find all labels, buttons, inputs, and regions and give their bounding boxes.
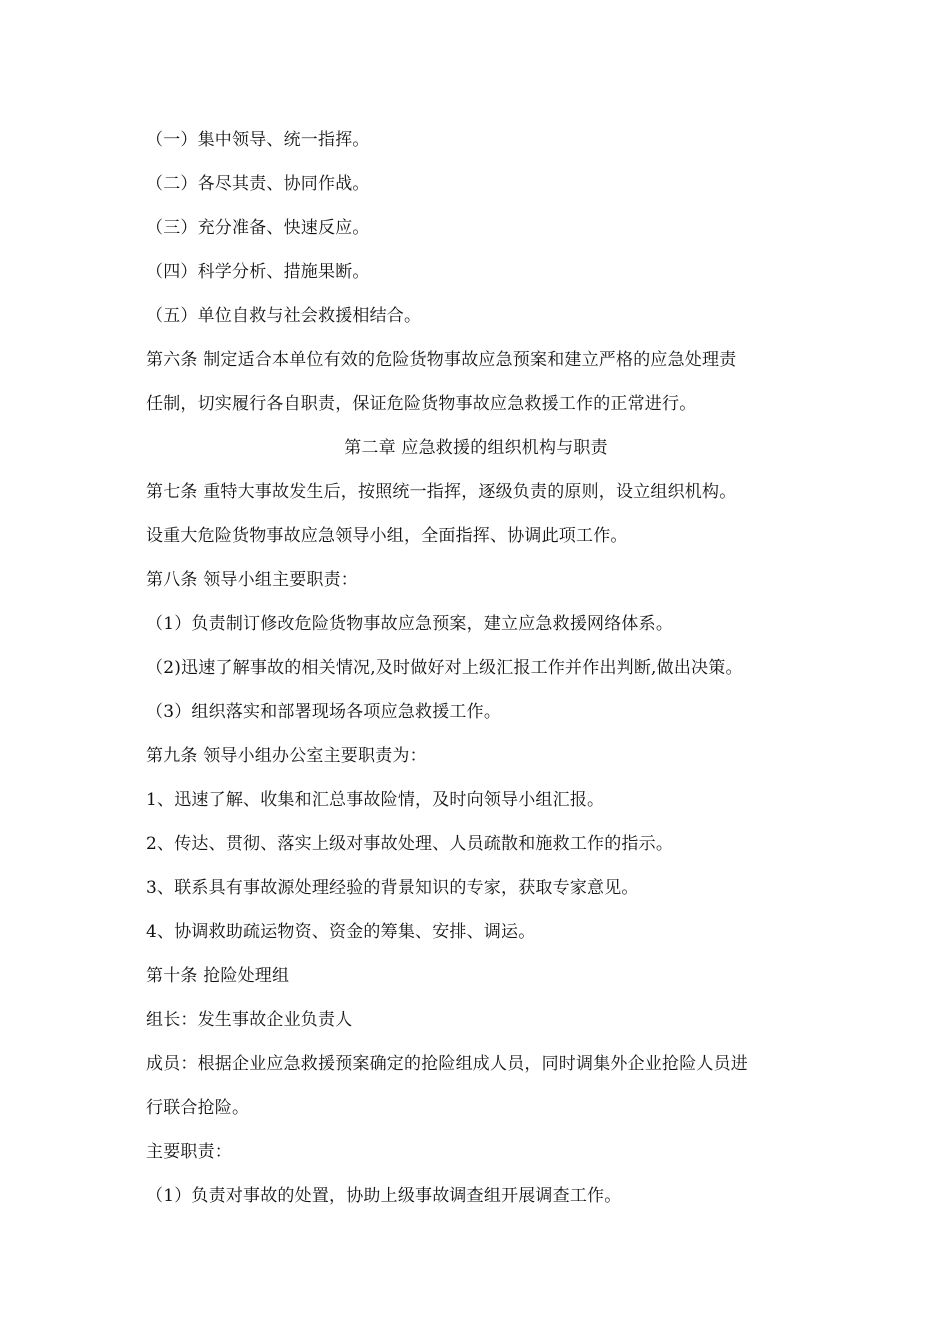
document-page	[146, 118, 826, 1218]
article-6-line-1: 第六条 制定适合本单位有效的危险货物事故应急预案和建立严格的应急处理责	[146, 350, 737, 370]
article-8-title: 第八条 领导小组主要职责：	[146, 570, 359, 590]
article-10-leader: 组长：发生事故企业负责人	[146, 1010, 353, 1030]
article-10-members-line-1: 成员：根据企业应急救援预案确定的抢险组成人员，同时调集外企业抢险人员进	[146, 1054, 748, 1074]
principle-3: （三）充分准备、快速反应。	[146, 218, 370, 238]
article-7-line-2: 设重大危险货物事故应急领导小组，全面指挥、协调此项工作。	[146, 526, 628, 546]
principle-5: （五）单位自救与社会救援相结合。	[146, 306, 422, 326]
article-9-item-4: 4、协调救助疏运物资、资金的筹集、安排、调运。	[146, 922, 536, 942]
principle-4: （四）科学分析、措施果断。	[146, 262, 370, 282]
article-8-item-3: （3）组织落实和部署现场各项应急救援工作。	[146, 702, 502, 722]
article-10-title: 第十条 抢险处理组	[146, 966, 290, 986]
article-9-item-2: 2、传达、贯彻、落实上级对事故处理、人员疏散和施救工作的指示。	[146, 834, 674, 854]
article-8-item-2: （2)迅速了解事故的相关情况,及时做好对上级汇报工作并作出判断,做出决策。	[146, 658, 743, 678]
article-10-duties-title: 主要职责：	[146, 1142, 232, 1162]
principle-1: （一）集中领导、统一指挥。	[146, 130, 370, 150]
principle-2: （二）各尽其责、协同作战。	[146, 174, 370, 194]
article-9-item-3: 3、联系具有事故源处理经验的背景知识的专家，获取专家意见。	[146, 878, 639, 898]
article-10-duty-1: （1）负责对事故的处置，协助上级事故调查组开展调查工作。	[146, 1186, 622, 1206]
chapter-2-heading: 第二章 应急救援的组织机构与职责	[344, 438, 608, 458]
article-9-title: 第九条 领导小组办公室主要职责为：	[146, 746, 427, 766]
article-10-members-line-2: 行联合抢险。	[146, 1098, 250, 1118]
article-8-item-1: （1）负责制订修改危险货物事故应急预案，建立应急救援网络体系。	[146, 614, 674, 634]
article-7-line-1: 第七条 重特大事故发生后，按照统一指挥，逐级负责的原则，设立组织机构。	[146, 482, 737, 502]
article-9-item-1: 1、迅速了解、收集和汇总事故险情，及时向领导小组汇报。	[146, 790, 605, 810]
article-6-line-2: 任制，切实履行各自职责，保证危险货物事故应急救援工作的正常进行。	[146, 394, 697, 414]
